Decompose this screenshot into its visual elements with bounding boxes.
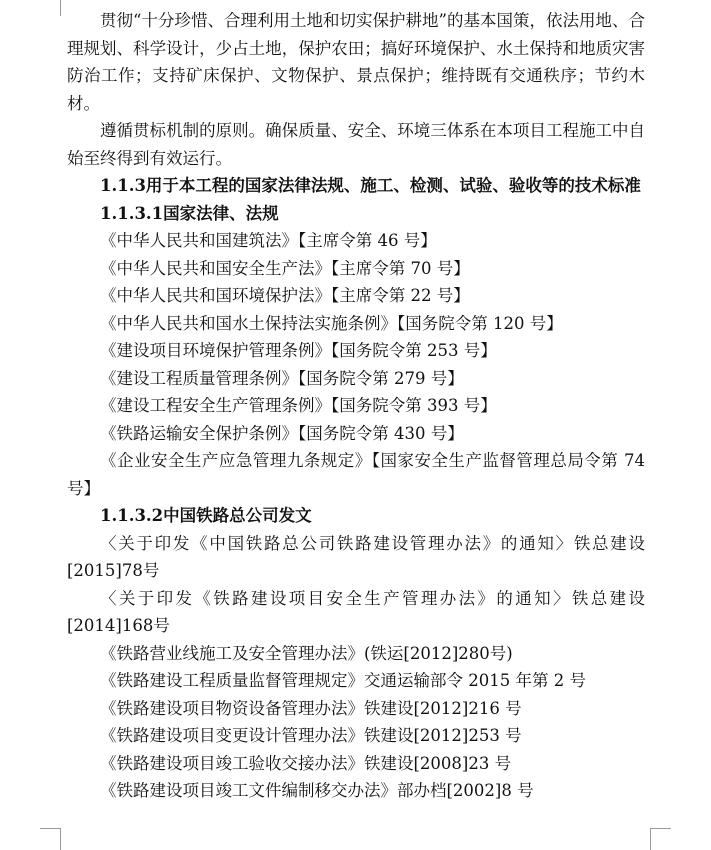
law-item: 《铁路运输安全保护条例》【国务院令第 430 号】 [100, 423, 464, 443]
law-item: 《建设项目环境保护管理条例》【国务院令第 253 号】 [100, 341, 497, 360]
railway-document-item: 《铁路建设工程质量监督管理规定》交通运输部令 2015 年第 2 号 [100, 671, 586, 690]
law-item: 《建设工程安全生产管理条例》【国务院令第 393 号】 [100, 396, 497, 415]
law-item: 《中华人民共和国安全生产法》【主席令第 70 号】 [100, 258, 470, 278]
section-heading-1-1-3: 1.1.3用于本工程的国家法律法规、施工、检测、试验、验收等的技术标准 [100, 176, 641, 195]
document-page-body [67, 7, 645, 805]
law-item: 《企业安全生产应急管理九条规定》【国家安全生产监督管理总局令第 74号】 [67, 451, 645, 498]
section-heading-1-1-3-2: 1.1.3.2中国铁路总公司发文 [100, 506, 312, 525]
railway-document-item: 〈关于印发《铁路建设项目安全生产管理办法》的通知〉铁总建设[2014]168号 [67, 588, 645, 635]
paragraph-system-principle: 遵循贯标机制的原则。确保质量、安全、环境三体系在本项目工程施工中自始至终得到有效运行。 [67, 121, 645, 168]
railway-document-item: 《铁路营业线施工及安全管理办法》(铁运[2012]280号) [100, 643, 513, 663]
railway-document-item: 《铁路建设项目竣工文件编制移交办法》部办档[2002]8 号 [100, 781, 534, 800]
crop-mark-top-left [40, 0, 61, 16]
crop-mark-bottom-right [650, 828, 671, 850]
law-item: 《中华人民共和国环境保护法》【主席令第 22 号】 [100, 286, 470, 305]
section-heading-1-1-3-1: 1.1.3.1国家法律、法规 [100, 203, 279, 223]
crop-mark-bottom-left [40, 828, 61, 850]
railway-document-item: 〈关于印发《中国铁路总公司铁路建设管理办法》的通知〉铁总建设[2015]78号 [67, 533, 645, 580]
railway-document-item: 《铁路建设项目竣工验收交接办法》铁建设[2008]23 号 [100, 753, 512, 773]
law-item: 《中华人民共和国水土保持法实施条例》【国务院令第 120 号】 [100, 313, 563, 333]
law-item: 《中华人民共和国建筑法》【主席令第 46 号】 [100, 231, 437, 250]
law-item: 《建设工程质量管理条例》【国务院令第 279 号】 [100, 368, 464, 388]
paragraph-land-policy: 贯彻“十分珍惜、合理利用土地和切实保护耕地”的基本国策，依法用地、合理规划、科学设计，少占土地，保护农田；搞好环境保护、水土保持和地质灾害防治工作；支持矿床保护、文物保护、景点保护；维持既有交通秩序；节约木材。 [67, 11, 645, 113]
railway-document-item: 《铁路建设项目变更设计管理办法》铁建设[2012]253 号 [100, 726, 522, 745]
railway-document-item: 《铁路建设项目物资设备管理办法》铁建设[2012]216 号 [100, 698, 522, 718]
